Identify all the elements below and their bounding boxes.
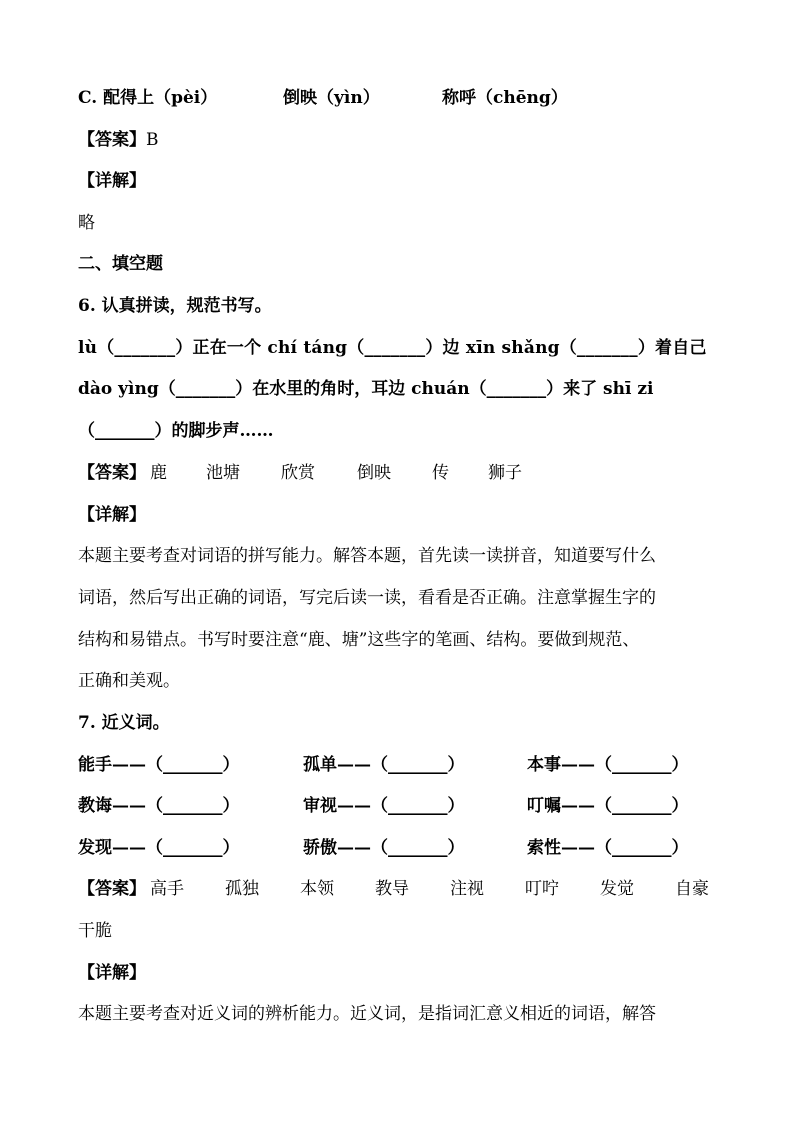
q7-answer-line-2: 干脆 — [78, 921, 112, 941]
q7-explain-line: 本题主要考查对近义词的辨析能力。近义词，是指词汇意义相近的词语，解答 — [78, 1004, 656, 1024]
q7-item: 叮嘱——（_______） — [527, 796, 689, 816]
q5-answer-row — [78, 128, 159, 152]
option-c-item2: 倒映（yìn） — [283, 88, 380, 108]
q6-title: 6. 认真拼读，规范书写。 — [78, 296, 272, 316]
option-c-label: C. 配得上（pèi） — [78, 88, 218, 108]
q6-line1: lù（_______）正在一个 chí táng（_______）边 xīn shǎng（_______）着自己 — [78, 338, 707, 358]
q7-title: 7. 近义词。 — [78, 713, 170, 733]
q6-explain-tag: 【详解】 — [78, 505, 146, 525]
q7-answer-8: 自豪 — [675, 879, 709, 899]
q6-answer-4: 倒映 — [357, 463, 391, 483]
q7-answer-3: 本领 — [300, 879, 334, 899]
q6-answer-3: 欣赏 — [281, 463, 315, 483]
q7-answer-5: 注视 — [450, 879, 484, 899]
q7-answer-7: 发觉 — [600, 879, 634, 899]
answer-tag: 【答案】 — [78, 463, 146, 483]
answer-tag: 【答案】 — [78, 879, 146, 899]
option-c-row — [78, 86, 217, 110]
q7-item: 发现——（_______） — [78, 838, 240, 858]
q6-explain-line-4: 正确和美观。 — [78, 671, 180, 691]
q7-item: 本事——（_______） — [527, 755, 689, 775]
q5-explain: 略 — [78, 213, 95, 233]
q7-item: 骄傲——（_______） — [303, 838, 465, 858]
q7-item: 索性——（_______） — [527, 838, 689, 858]
q7-item: 能手——（_______） — [78, 755, 240, 775]
q7-answer-2: 孤独 — [225, 879, 259, 899]
q6-line3: （_______）的脚步声…… — [78, 421, 274, 441]
q7-answer-4: 教导 — [375, 879, 409, 899]
q5-answer: B — [146, 130, 159, 150]
q7-answer-1: 高手 — [150, 879, 184, 899]
option-c-item3: 称呼（chēng） — [442, 88, 568, 108]
q6-explain-line-3: 结构和易错点。书写时要注意“鹿、塘”这些字的笔画、结构。要做到规范、 — [78, 630, 640, 650]
q5-explain-tag: 【详解】 — [78, 171, 146, 191]
q6-explain-line-2: 词语，然后写出正确的词语，写完后读一读，看看是否正确。注意掌握生字的 — [78, 588, 656, 608]
q6-explain-line-1: 本题主要考查对词语的拼写能力。解答本题，首先读一读拼音，知道要写什么 — [78, 546, 656, 566]
q6-answer-1: 鹿 — [150, 463, 167, 483]
q7-item: 孤单——（_______） — [303, 755, 465, 775]
q7-explain-tag: 【详解】 — [78, 963, 146, 983]
q6-answer-6: 狮子 — [488, 463, 522, 483]
q7-answer-6: 叮咛 — [525, 879, 559, 899]
q6-line2: dào yìng（_______）在水里的角时，耳边 chuán（_______）来了 shī zi — [78, 379, 654, 399]
section-title: 二、填空题 — [78, 254, 163, 274]
q7-item: 教诲——（_______） — [78, 796, 240, 816]
answer-tag: 【答案】 — [78, 130, 146, 150]
q7-item: 审视——（_______） — [303, 796, 465, 816]
q6-answer-5: 传 — [432, 463, 449, 483]
q6-answer-2: 池塘 — [206, 463, 240, 483]
